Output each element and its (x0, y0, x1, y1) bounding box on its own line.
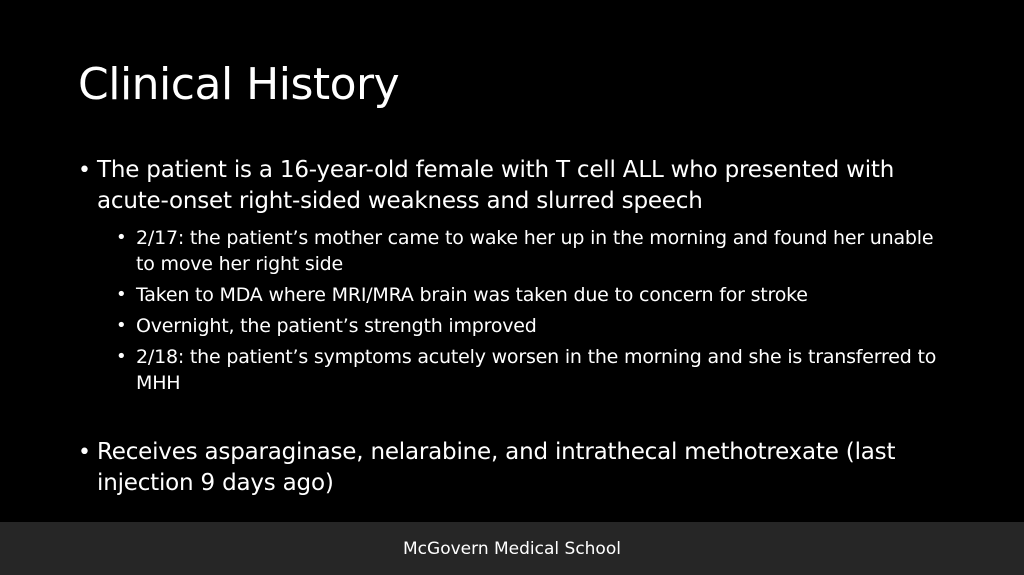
bullet-spacer (78, 401, 938, 437)
sub-bullet-item (116, 344, 956, 396)
bullet-text: Receives asparaginase, nelarabine, and intrathecal methotrexate (last injection 9 days ago) (97, 439, 896, 496)
slide-title: Clinical History (78, 59, 400, 110)
sub-bullet-item (116, 282, 956, 308)
footer-text: McGovern Medical School (403, 538, 621, 559)
sub-bullet-text: 2/17: the patient’s mother came to wake her up in the morning and found her unable to move her right side (136, 227, 934, 275)
sub-bullet-text: Overnight, the patient’s strength improved (136, 315, 537, 337)
sub-bullet-text: 2/18: the patient’s symptoms acutely worsen in the morning and she is transferred to MHH (136, 346, 937, 394)
bullet-item (78, 437, 938, 499)
sub-bullet-text: Taken to MDA where MRI/MRA brain was taken due to concern for stroke (136, 284, 808, 306)
sub-bullet-list (116, 225, 938, 396)
footer-bar (0, 522, 1024, 575)
slide-content (78, 155, 938, 499)
bullet-text: The patient is a 16-year-old female with T cell ALL who presented with acute-onset right-sided weakness and slurred speech (97, 157, 895, 214)
bullet-list (78, 155, 938, 499)
sub-bullet-item (116, 313, 956, 339)
bullet-item (78, 155, 938, 396)
sub-bullet-item (116, 225, 956, 277)
